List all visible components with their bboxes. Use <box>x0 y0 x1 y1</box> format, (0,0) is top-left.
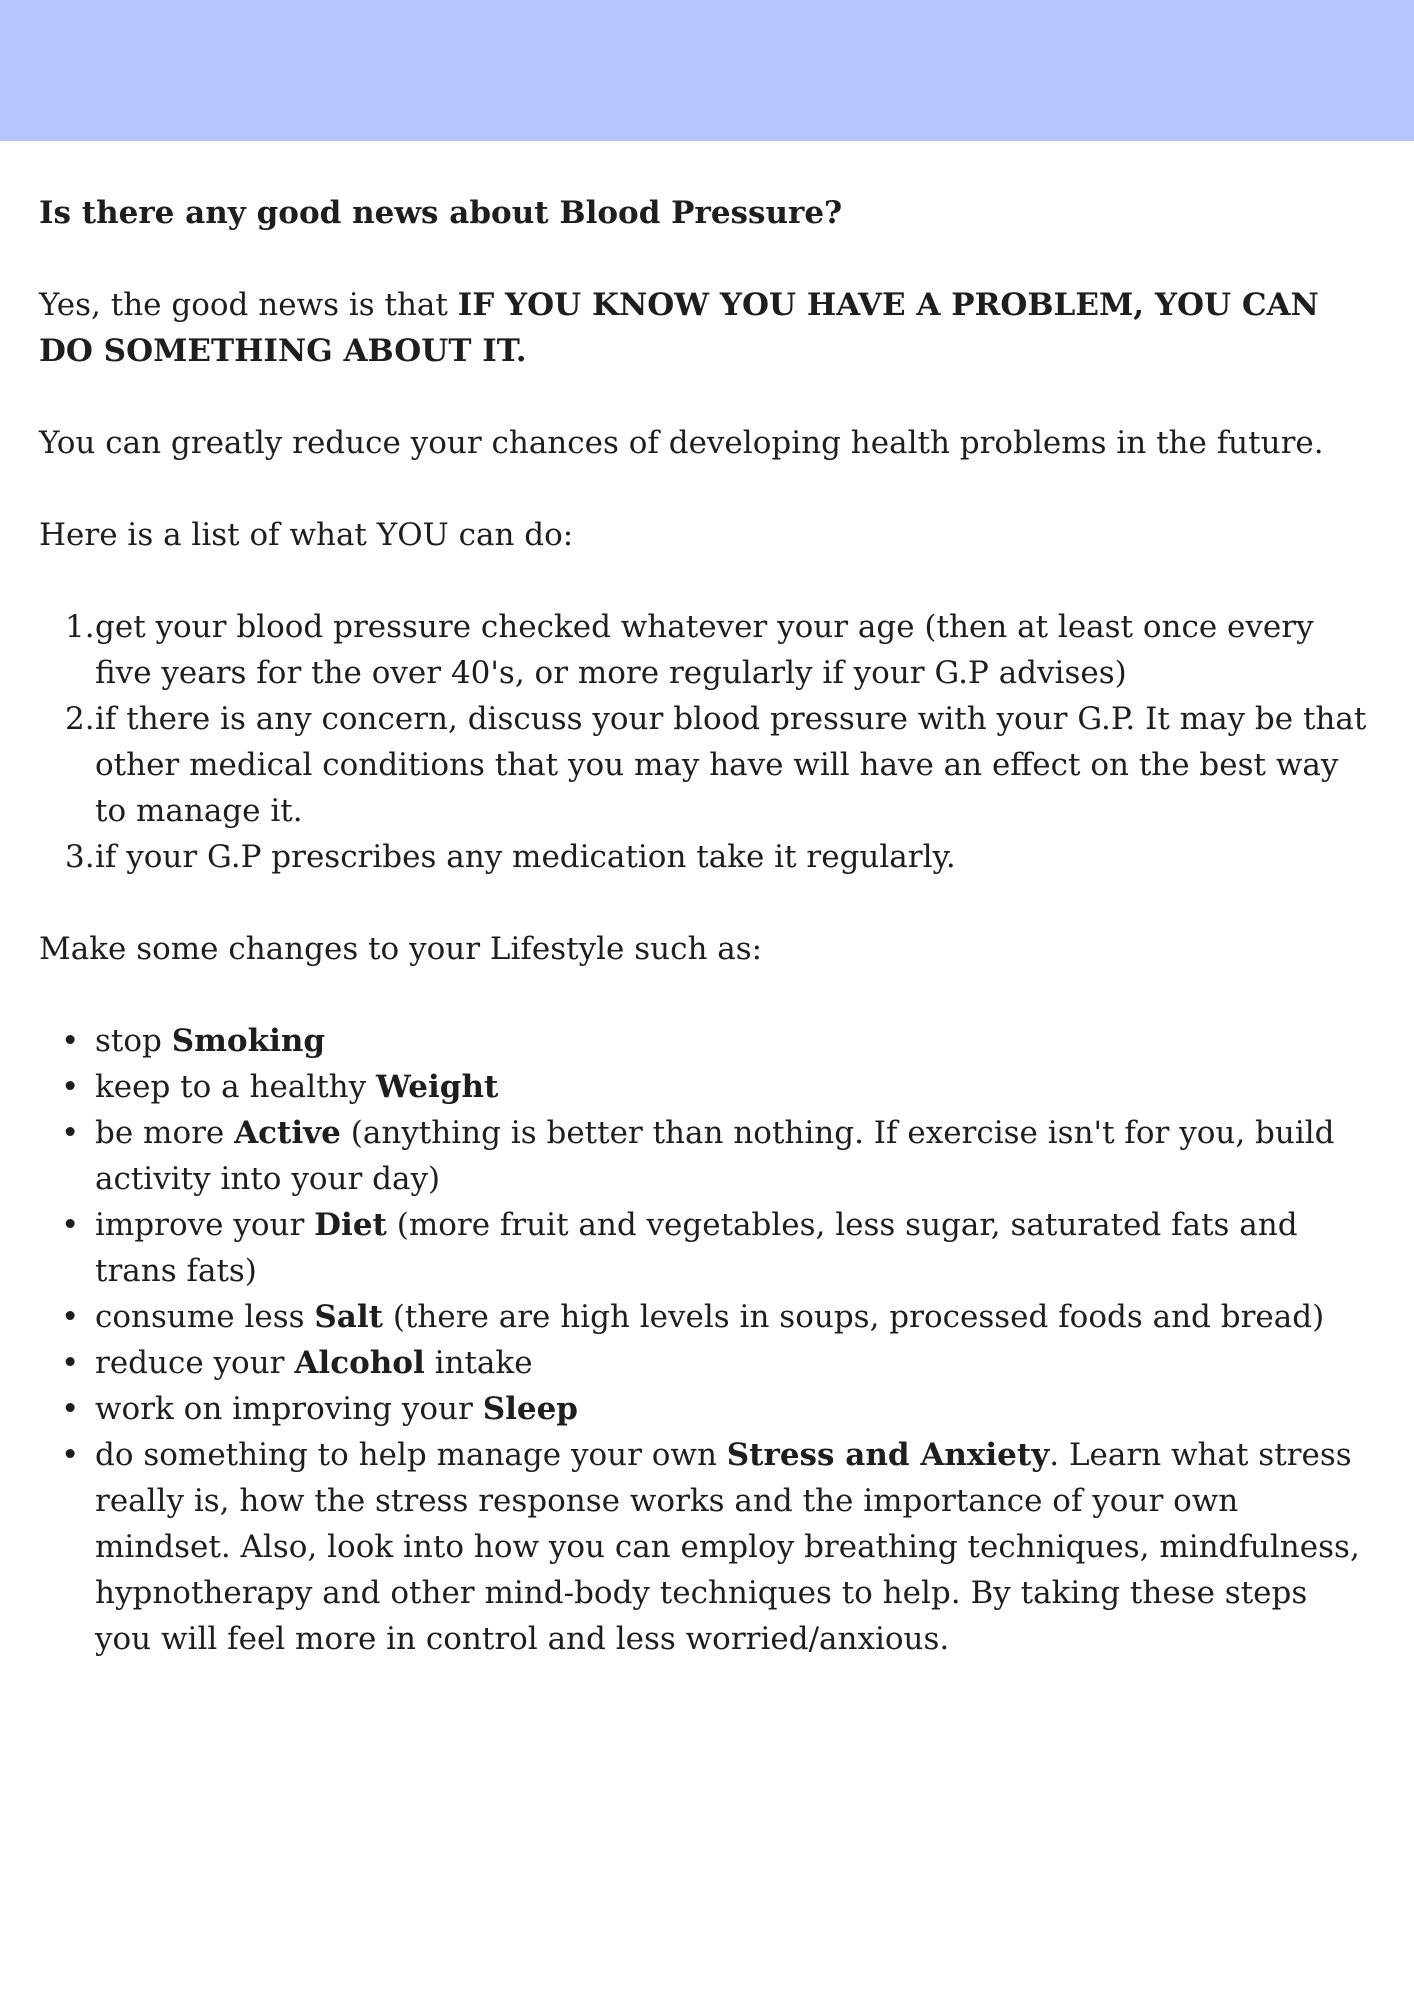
intro-emphasis: IF YOU KNOW YOU HAVE A PROBLEM, YOU CAN DO SOMETHING ABOUT IT. <box>39 287 1319 369</box>
reduce-paragraph: You can greatly reduce your chances of developing health problems in the future. <box>39 425 1324 461</box>
bullet-icon: • <box>61 1345 80 1381</box>
item-text: do something to help manage your own <box>95 1437 727 1473</box>
list-intro: Here is a list of what YOU can do: <box>39 517 574 553</box>
step-text: if there is any concern, discuss your blood pressure with your G.P. It may be that other medical conditions that you may have will have an effect on the best way to manage it. <box>95 701 1367 829</box>
page-heading: Is there any good news about Blood Pressure? <box>39 195 843 231</box>
item-text: be more <box>95 1115 235 1151</box>
intro-paragraph <box>39 282 1369 374</box>
step-number: 3. <box>65 839 95 875</box>
item-text: work on improving your <box>95 1391 483 1427</box>
item-text: improve your <box>95 1207 315 1243</box>
item-detail: (more fruit and vegetables, less sugar, saturated fats and trans fats) <box>95 1207 1298 1289</box>
item-keyword: Salt <box>314 1299 383 1335</box>
step-item <box>39 604 1369 696</box>
lifestyle-item <box>39 1432 1369 1662</box>
step-number: 1. <box>65 609 95 645</box>
lifestyle-item <box>39 1064 1369 1110</box>
bullet-icon: • <box>61 1207 80 1243</box>
lifestyle-item <box>39 1340 1369 1386</box>
bullet-icon: • <box>61 1023 80 1059</box>
step-item <box>39 834 1369 880</box>
intro-lead: Yes, the good news is that <box>39 287 458 323</box>
lifestyle-list <box>39 1018 1369 1662</box>
lifestyle-intro: Make some changes to your Lifestyle such as: <box>39 931 763 967</box>
step-number: 2. <box>65 701 95 737</box>
item-keyword: Alcohol <box>294 1345 425 1381</box>
document-body <box>39 190 1369 1708</box>
item-detail: . Learn what stress really is, how the stress response works and the importance of your own mindset. Also, look into how you can employ breathing techniques, mindfulness, hypnotherapy and other mind-body techniques to help. By taking these steps you will feel more in control and less worried/anxious. <box>95 1437 1360 1657</box>
bullet-icon: • <box>61 1437 80 1473</box>
item-detail: (anything is better than nothing. If exercise isn't for you, build activity into your day) <box>95 1115 1335 1197</box>
lifestyle-item <box>39 1386 1369 1432</box>
item-text: stop <box>95 1023 172 1059</box>
lifestyle-item <box>39 1110 1369 1202</box>
step-item <box>39 696 1369 834</box>
item-text: keep to a healthy <box>95 1069 376 1105</box>
lifestyle-item <box>39 1294 1369 1340</box>
bullet-icon: • <box>61 1069 80 1105</box>
item-text: consume less <box>95 1299 315 1335</box>
item-keyword: Active <box>234 1115 341 1151</box>
step-text: get your blood pressure checked whatever your age (then at least once every five years for the over 40's, or more regularly if your G.P advises) <box>95 609 1314 691</box>
item-detail: (there are high levels in soups, processed foods and bread) <box>382 1299 1325 1335</box>
item-keyword: Stress and Anxiety <box>726 1437 1050 1473</box>
bullet-icon: • <box>61 1391 80 1427</box>
bullet-icon: • <box>61 1115 80 1151</box>
lifestyle-item <box>39 1202 1369 1294</box>
step-text: if your G.P prescribes any medication take it regularly. <box>95 839 956 875</box>
item-keyword: Sleep <box>482 1391 578 1427</box>
steps-list <box>39 604 1369 880</box>
item-keyword: Diet <box>314 1207 387 1243</box>
item-text: reduce your <box>95 1345 295 1381</box>
header-band <box>0 0 1414 141</box>
item-detail: intake <box>424 1345 533 1381</box>
item-keyword: Smoking <box>171 1023 326 1059</box>
item-keyword: Weight <box>375 1069 499 1105</box>
lifestyle-item <box>39 1018 1369 1064</box>
bullet-icon: • <box>61 1299 80 1335</box>
